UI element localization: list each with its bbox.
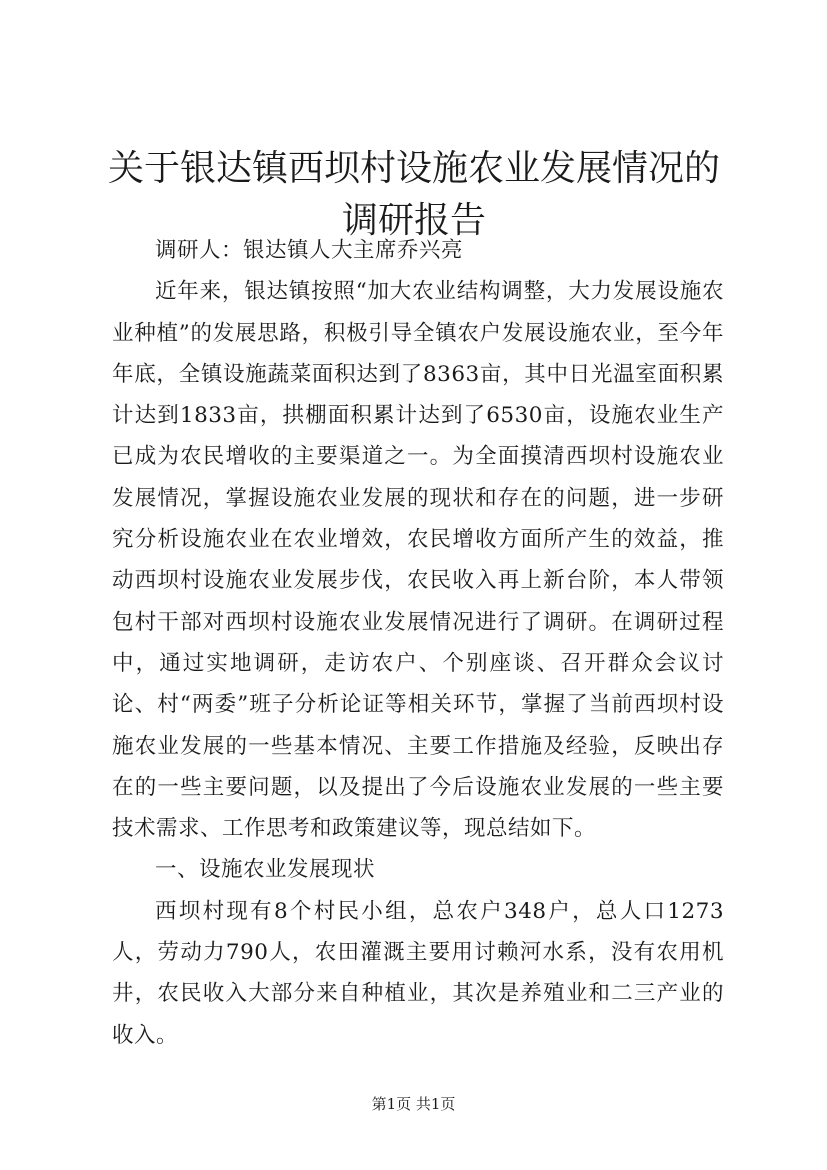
section-heading: 一、设施农业发展现状 [155, 857, 376, 883]
paragraph-status: 西坝村现有8个村民小组，总农户348户，总人口1273人，劳动力790人，农田灌溉主要用讨赖河水系，没有农用机井，农民收入大部分来自种植业，其次是养殖业和二三产业的收入。 [112, 898, 724, 1048]
page-footer: 第1页 共1页 [371, 1095, 456, 1113]
paragraph-intro: 近年来，银达镇按照“加大农业结构调整，大力发展设施农业种植”的发展思路，积极引导全镇农户发展设施农业，至今年年底，全镇设施蔬菜面积达到了8363亩，其中日光温室面积累计达到1833亩，拱棚面积累计达到了6530亩，设施农业生产已成为农民增收的主要渠道之一。为全面摸清西坝村设施农业发展情况，掌握设施农业发展的现状和存在的问题，进一步研究分析设施农业在农业增效，农民增收方面所产生的效益，推动西坝村设施农业发展步伐，农民收入再上新台阶，本人带领包村干部对西坝村设施农业发展情况进行了调研。在调研过程中，通过实地调研，走访农户、个别座谈、召开群众会议讨论、村“两委”班子分析论证等相关环节，掌握了当前西坝村设施农业发展的一些基本情况、主要工作措施及经验，反映出存在的一些主要问题，以及提出了今后设施农业发展的一些主要技术需求、工作思考和政策建议等，现总结如下。 [112, 279, 724, 842]
author-line: 调研人：银达镇人大主席乔兴亮 [155, 238, 464, 263]
document-title: 关于银达镇西坝村设施农业发展情况的调研报告 [107, 148, 720, 241]
document-body [112, 230, 724, 1056]
